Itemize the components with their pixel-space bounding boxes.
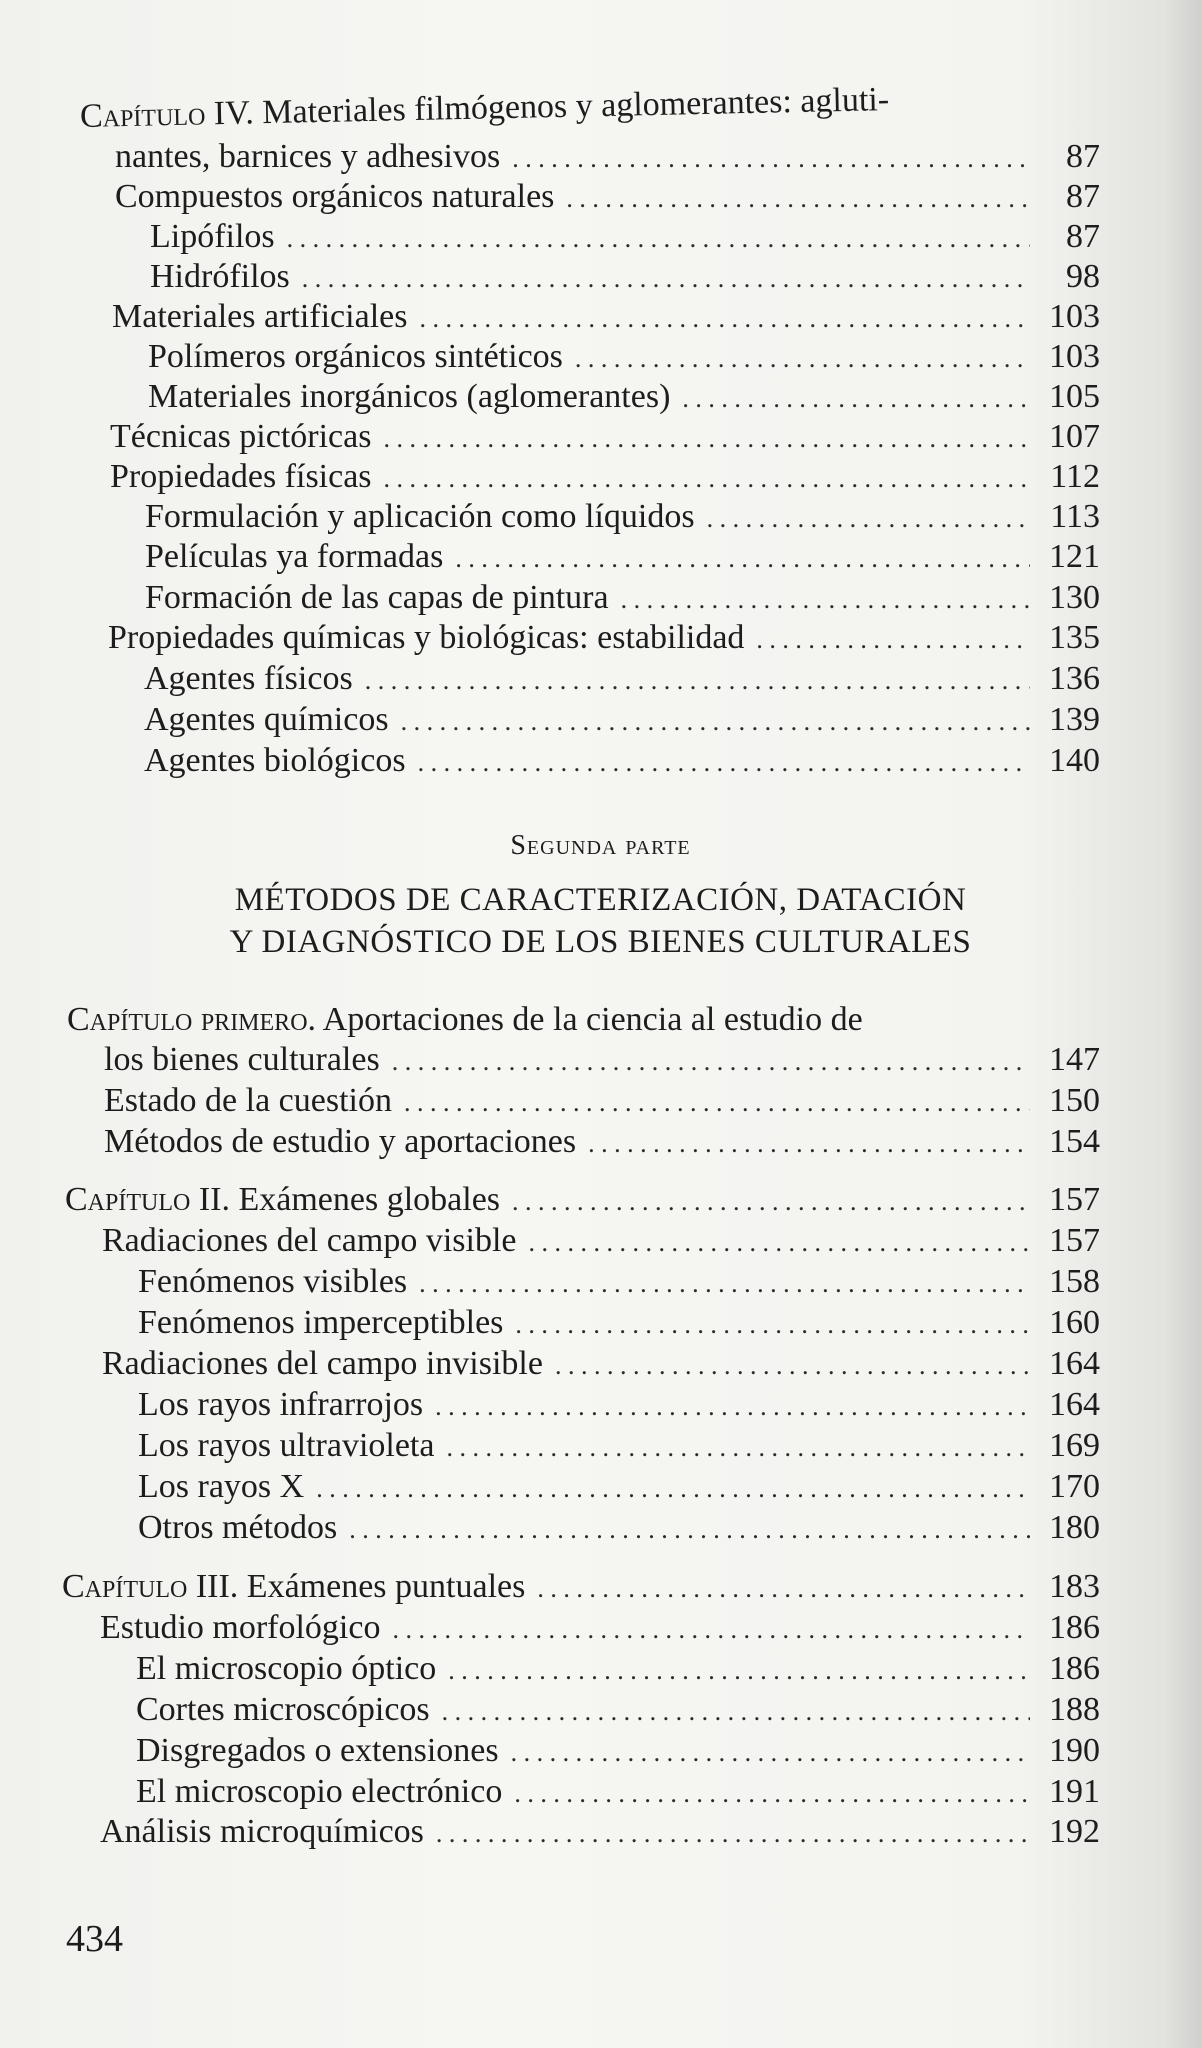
leader-dots <box>365 661 1030 701</box>
toc-entry-label: Hidrófilos <box>150 258 290 295</box>
leader-dots <box>515 1305 1030 1345</box>
leader-dots <box>383 419 1030 459</box>
leader-dots <box>392 1042 1030 1082</box>
toc-entry <box>110 457 1100 497</box>
toc-entry-label: Agentes físicos <box>144 660 353 697</box>
toc-entry <box>104 1081 1100 1121</box>
toc-entry-label: El microscopio óptico <box>136 1650 437 1687</box>
toc-entry-label: Los rayos ultravioleta <box>138 1427 435 1464</box>
toc-entry-page: 164 <box>1049 1345 1100 1382</box>
leader-dots <box>682 379 1030 419</box>
toc-entry-label: Agentes biológicos <box>144 742 406 779</box>
toc-entry-page: 154 <box>1049 1123 1100 1160</box>
toc-entry-page: 169 <box>1049 1427 1100 1464</box>
chapter-title: III. Exámenes puntuales <box>187 1568 526 1605</box>
toc-entry <box>138 1467 1100 1507</box>
toc-entry-label: Materiales artificiales <box>112 298 408 335</box>
toc-entry-page: 140 <box>1049 742 1100 779</box>
toc-entry <box>102 1221 1100 1261</box>
toc-entry-label: Fenómenos imperceptibles <box>138 1304 504 1341</box>
toc-entry-page: 164 <box>1049 1386 1100 1423</box>
toc-entry-label: Propiedades químicas y biológicas: estabilidad <box>108 619 745 656</box>
toc-entry-page: 188 <box>1049 1691 1100 1728</box>
leader-dots <box>555 1346 1030 1386</box>
toc-entry-label: Métodos de estudio y aportaciones <box>104 1123 577 1160</box>
toc-entry-page: 183 <box>1049 1568 1100 1605</box>
leader-dots <box>287 219 1030 259</box>
toc-entry-label: Compuestos orgánicos naturales <box>115 178 555 215</box>
toc-entry-page: 186 <box>1049 1650 1100 1687</box>
toc-entry <box>108 618 1100 658</box>
toc-entry-label: Formación de las capas de pintura <box>145 579 609 616</box>
leader-dots <box>435 1387 1030 1427</box>
toc-entry-label: Polímeros orgánicos sintéticos <box>148 338 563 375</box>
leader-dots <box>588 1124 1030 1164</box>
toc-entry <box>136 1690 1100 1730</box>
leader-dots <box>448 1651 1030 1691</box>
toc-entry <box>138 1303 1100 1343</box>
leader-dots <box>302 259 1030 299</box>
leader-dots <box>384 459 1030 499</box>
toc-entry-page: 191 <box>1049 1773 1100 1810</box>
toc-entry <box>115 137 1100 177</box>
toc-entry-page: 157 <box>1049 1222 1100 1259</box>
toc-entry <box>115 177 1100 217</box>
toc-entry-label: Lipófilos <box>150 218 275 255</box>
toc-entry <box>150 257 1100 297</box>
leader-dots <box>404 1083 1030 1123</box>
toc-entry-page: 103 <box>1049 298 1100 335</box>
toc-entry <box>144 659 1100 699</box>
toc-entry-page: 186 <box>1049 1609 1100 1646</box>
toc-entry-label: Cortes microscópicos <box>136 1691 430 1728</box>
toc-entry <box>138 1262 1100 1302</box>
leader-dots <box>401 702 1030 742</box>
leader-dots <box>436 1814 1030 1854</box>
chapter-title: IV. Materiales filmógenos y aglomerantes: agluti- <box>204 81 890 133</box>
toc-entry-page: 150 <box>1049 1082 1100 1119</box>
toc-entry-label: Propiedades físicas <box>110 458 372 495</box>
toc-entry-page: 87 <box>1066 138 1100 175</box>
toc-entry-page: 147 <box>1049 1041 1100 1078</box>
toc-entry <box>138 1426 1100 1466</box>
toc-entry-label: El microscopio electrónico <box>136 1773 503 1810</box>
toc-entry <box>110 417 1100 457</box>
toc-entry <box>145 497 1100 537</box>
toc-entry-label: Estado de la cuestión <box>104 1082 392 1119</box>
chapter-title: . Aportaciones de la ciencia al estudio de <box>307 1001 863 1038</box>
toc-entry-page: 121 <box>1049 538 1100 575</box>
leader-dots <box>621 580 1030 620</box>
toc-entry-page: 105 <box>1049 378 1100 415</box>
toc-entry-page: 103 <box>1049 338 1100 375</box>
toc-entry <box>144 700 1100 740</box>
toc-entry <box>138 1508 1100 1548</box>
leader-dots <box>512 139 1030 179</box>
leader-dots <box>419 1264 1030 1304</box>
leader-dots <box>512 1182 1030 1222</box>
toc-entry-page: 87 <box>1066 218 1100 255</box>
toc-entry-page: 180 <box>1049 1509 1100 1546</box>
toc-entry-page: 135 <box>1049 619 1100 656</box>
toc-entry <box>100 1608 1100 1648</box>
toc-entry-label: Películas ya formadas <box>145 538 444 575</box>
leader-dots <box>511 1733 1030 1773</box>
chapter-prefix: Capítulo <box>79 95 206 135</box>
leader-dots <box>566 179 1030 219</box>
toc-entry-page: 139 <box>1049 701 1100 738</box>
chapter-iv-heading <box>80 76 1101 137</box>
toc-entry-label: Los rayos X <box>138 1468 305 1505</box>
leader-dots <box>419 299 1030 339</box>
toc-entry-page: 158 <box>1049 1263 1100 1300</box>
chapter-primero-heading <box>67 1000 1100 1040</box>
toc-entry-page: 157 <box>1049 1181 1100 1218</box>
page-number: 434 <box>66 1918 123 1960</box>
leader-dots <box>392 1610 1030 1650</box>
toc-entry-label: Radiaciones del campo invisible <box>102 1345 543 1382</box>
toc-entry-label: Los rayos infrarrojos <box>138 1386 424 1423</box>
leader-dots <box>418 743 1030 783</box>
leader-dots <box>442 1692 1030 1732</box>
leader-dots <box>529 1223 1031 1263</box>
part-title-line2: Y DIAGNÓSTICO DE LOS BIENES CULTURALES <box>229 924 972 960</box>
toc-entry-page: 170 <box>1049 1468 1100 1505</box>
chapter-title: II. Exámenes globales <box>190 1181 501 1218</box>
toc-entry-label: Estudio morfológico <box>100 1609 381 1646</box>
leader-dots <box>575 339 1030 379</box>
chapter-prefix: Capítulo primero <box>67 1001 308 1038</box>
leader-dots <box>316 1469 1030 1509</box>
toc-entry <box>104 1040 1100 1080</box>
toc-entry-label: los bienes culturales <box>104 1041 380 1078</box>
toc-entry <box>145 578 1100 618</box>
toc-entry <box>144 741 1100 781</box>
toc-entry <box>145 537 1100 577</box>
toc-entry-page: 98 <box>1066 258 1100 295</box>
toc-entry-page: 87 <box>1066 178 1100 215</box>
toc-entry-page: 192 <box>1049 1813 1100 1850</box>
leader-dots <box>349 1510 1030 1550</box>
toc-entry-label: Agentes químicos <box>144 701 389 738</box>
toc-entry <box>150 217 1100 257</box>
toc-entry-label: Disgregados o extensiones <box>136 1732 499 1769</box>
toc-entry <box>112 297 1100 337</box>
chapter-ii-heading <box>65 1180 1100 1220</box>
toc-entry <box>148 377 1100 417</box>
part-title-line1: MÉTODOS DE CARACTERIZACIÓN, DATACIÓN <box>234 882 967 918</box>
toc-entry-page: 107 <box>1049 418 1100 455</box>
toc-entry-label: Fenómenos visibles <box>138 1263 408 1300</box>
toc-entry-label: Materiales inorgánicos (aglomerantes) <box>148 378 671 415</box>
toc-entry-label: Otros métodos <box>138 1509 338 1546</box>
chapter-prefix: Capítulo <box>65 1181 191 1218</box>
part-label: Segunda parte <box>510 830 691 861</box>
toc-entry-page: 190 <box>1049 1732 1100 1769</box>
toc-entry <box>136 1731 1100 1771</box>
toc-entry <box>102 1344 1100 1384</box>
leader-dots <box>455 539 1030 579</box>
toc-entry <box>104 1122 1100 1162</box>
toc-entry-page: 112 <box>1050 458 1100 495</box>
leader-dots <box>707 499 1030 539</box>
toc-entry <box>136 1649 1100 1689</box>
toc-entry <box>138 1385 1100 1425</box>
toc-entry <box>100 1812 1100 1852</box>
toc-entry <box>136 1772 1100 1812</box>
toc-entry-label: Radiaciones del campo visible <box>102 1222 517 1259</box>
toc-entry-page: 136 <box>1049 660 1100 697</box>
toc-entry-page: 130 <box>1049 579 1100 616</box>
leader-dots <box>446 1428 1030 1468</box>
chapter-iii-heading <box>62 1567 1100 1607</box>
leader-dots <box>514 1774 1030 1814</box>
toc-entry-label: nantes, barnices y adhesivos <box>115 138 501 175</box>
toc-entry-label: Técnicas pictóricas <box>110 418 372 455</box>
leader-dots <box>756 620 1030 660</box>
leader-dots <box>537 1569 1030 1609</box>
toc-entry-label: Formulación y aplicación como líquidos <box>145 498 695 535</box>
toc-entry-page: 160 <box>1049 1304 1100 1341</box>
toc-entry-page: 113 <box>1050 498 1100 535</box>
toc-entry <box>148 337 1100 377</box>
toc-entry-label: Análisis microquímicos <box>100 1813 424 1850</box>
chapter-prefix: Capítulo <box>62 1568 188 1605</box>
